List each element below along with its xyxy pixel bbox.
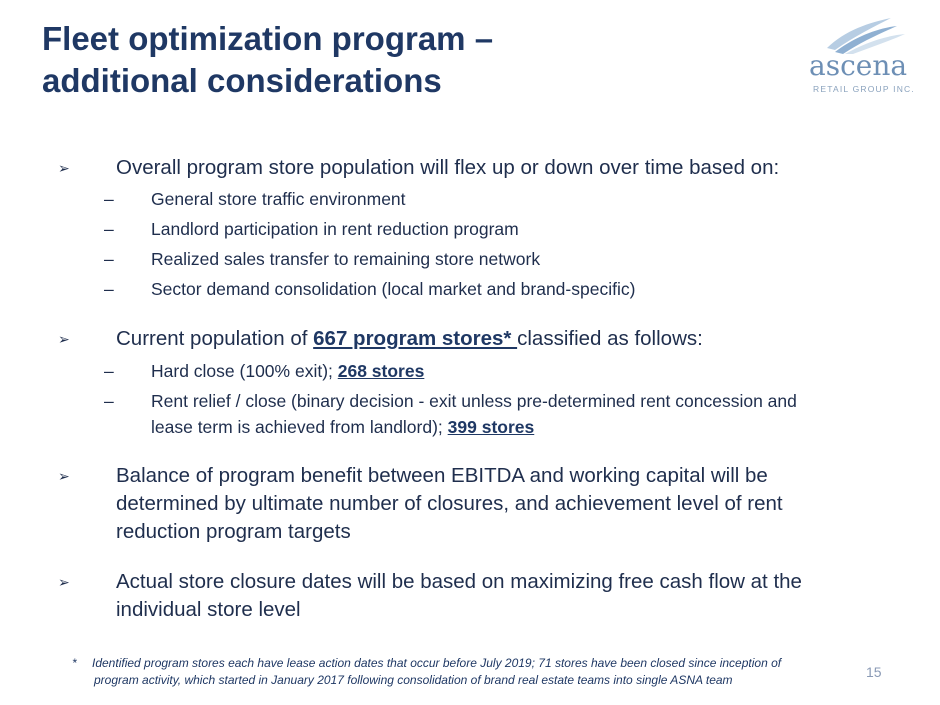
sub-bullet-2-2-line-1: Rent relief / close (binary decision - exit unless pre-determined rent concession and — [151, 391, 797, 411]
dash-icon: – — [104, 279, 114, 299]
rent-relief-count: 399 stores — [447, 417, 535, 437]
dash-icon: – — [104, 189, 114, 209]
footnote-line-2: program activity, which started in January 2017 following consolidation of brand real estate teams into single ASNA team — [94, 673, 733, 687]
sub-bullet-1-4: Sector demand consolidation (local market and brand-specific) — [151, 279, 636, 299]
bullet-1-text: Overall program store population will flex up or down over time based on: — [116, 156, 780, 179]
swoosh-logo-icon — [805, 14, 915, 54]
dash-icon: – — [104, 391, 114, 411]
sub-bullet-1-3: Realized sales transfer to remaining store network — [151, 249, 541, 269]
sub-bullet-2-1-pre: Hard close (100% exit); — [151, 361, 338, 381]
arrow-bullet-icon: ➢ — [58, 160, 70, 176]
arrow-bullet-icon: ➢ — [58, 468, 70, 484]
bullet-3-line-1: Balance of program benefit between EBITDA and working capital will be — [116, 464, 768, 487]
arrow-bullet-icon: ➢ — [58, 574, 70, 590]
bullet-2-text-post: classified as follows: — [517, 327, 703, 350]
dash-icon: – — [104, 219, 114, 239]
dash-icon: – — [104, 249, 114, 269]
bullet-4-line-1: Actual store closure dates will be based on maximizing free cash flow at the — [116, 570, 802, 593]
dash-icon: – — [104, 361, 114, 381]
bullet-2-text — [116, 325, 876, 353]
logo-subtitle: RETAIL GROUP INC. — [813, 84, 915, 94]
bullet-2-text-pre: Current population of — [116, 327, 314, 350]
slide-title — [42, 18, 493, 102]
footnote-marker: * — [72, 656, 77, 670]
page-number: 15 — [866, 664, 882, 680]
sub-bullet-1-1: General store traffic environment — [151, 189, 406, 209]
bullet-3-line-3: reduction program targets — [116, 520, 351, 543]
arrow-bullet-icon: ➢ — [58, 331, 70, 347]
sub-bullet-2-2-line-2 — [151, 414, 871, 440]
logo-wordmark: ascena — [809, 49, 908, 82]
ascena-logo — [805, 14, 915, 94]
hard-close-count: 268 stores — [337, 361, 425, 381]
footnote-line-1: Identified program stores each have lease action dates that occur before July 2019; 71 stores have been closed since inception of — [92, 656, 782, 670]
program-stores-count: 667 program stores* — [313, 327, 518, 350]
slide-title-line-1: Fleet optimization program – — [42, 20, 494, 57]
bullet-3-line-2: determined by ultimate number of closures, and achievement level of rent — [116, 492, 783, 515]
sub-bullet-1-2: Landlord participation in rent reduction program — [151, 219, 519, 239]
sub-bullet-2-1 — [151, 358, 871, 384]
bullet-4-line-2: individual store level — [116, 598, 301, 621]
slide-title-line-2: additional considerations — [42, 62, 442, 99]
sub-bullet-2-2-pre: lease term is achieved from landlord); — [151, 417, 448, 437]
